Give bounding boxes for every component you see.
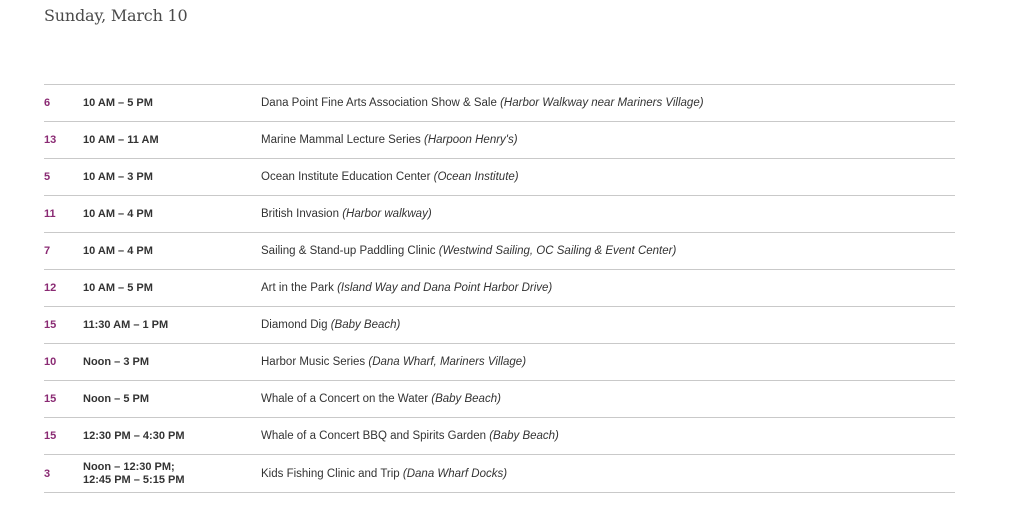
event-row <box>44 196 955 233</box>
event-location: (Dana Wharf Docks) <box>402 467 508 480</box>
event-time <box>83 319 261 332</box>
event-time-line: Noon – 3 PM <box>83 355 150 368</box>
event-time-line: 10 AM – 3 PM <box>83 170 153 183</box>
event-map-number: 15 <box>44 393 57 405</box>
event-time <box>83 245 261 258</box>
event-description <box>261 134 955 146</box>
event-location: (Ocean Institute) <box>433 171 519 183</box>
event-map-number: 11 <box>44 208 56 220</box>
event-time <box>83 461 261 487</box>
event-time-line: 10 AM – 5 PM <box>83 281 153 294</box>
event-row <box>44 381 955 418</box>
event-time-line: 12:45 PM – 5:15 PM <box>83 473 185 486</box>
event-row <box>44 85 955 122</box>
event-time-line: 11:30 AM – 1 PM <box>83 318 169 331</box>
event-location: (Dana Wharf, Mariners Village) <box>368 356 527 368</box>
event-location: (Island Way and Dana Point Harbor Drive) <box>337 282 553 294</box>
event-name: Sailing & Stand-up Paddling Clinic <box>261 245 436 257</box>
event-description <box>261 319 955 331</box>
event-name: British Invasion <box>261 208 339 220</box>
event-description <box>261 430 955 442</box>
event-time <box>83 356 261 369</box>
event-location: (Baby Beach) <box>489 430 559 442</box>
event-time <box>83 171 261 184</box>
event-row <box>44 344 955 381</box>
event-name: Dana Point Fine Arts Association Show & Sale <box>261 97 497 109</box>
event-map-number: 13 <box>44 134 57 146</box>
event-description <box>261 171 955 183</box>
event-time <box>83 134 261 147</box>
event-row <box>44 418 955 455</box>
event-description <box>261 393 955 405</box>
event-description <box>261 245 955 257</box>
event-map-number: 5 <box>44 171 51 183</box>
event-time <box>83 208 261 221</box>
event-map-number: 15 <box>44 319 57 331</box>
event-map-number: 7 <box>44 245 51 257</box>
event-description <box>261 97 955 109</box>
event-description <box>261 282 955 294</box>
event-row <box>44 159 955 196</box>
event-name: Harbor Music Series <box>261 356 366 368</box>
event-location: (Westwind Sailing, OC Sailing & Event Center) <box>438 245 677 257</box>
event-row <box>44 307 955 344</box>
event-description <box>261 356 955 368</box>
event-time-line: 12:30 PM – 4:30 PM <box>83 429 185 442</box>
event-time <box>83 282 261 295</box>
page-title: Sunday, March 10 <box>44 6 188 25</box>
event-map-number: 10 <box>44 356 57 368</box>
event-location: (Harpoon Henry's) <box>423 134 518 146</box>
event-name: Ocean Institute Education Center <box>261 171 431 183</box>
event-map-number: 3 <box>44 467 51 480</box>
event-row <box>44 122 955 159</box>
event-description <box>261 208 955 220</box>
event-time-line: 10 AM – 5 PM <box>83 96 153 109</box>
event-map-number: 12 <box>44 282 57 294</box>
event-time-line: Noon – 12:30 PM; <box>83 460 175 473</box>
event-time-line: 10 AM – 4 PM <box>83 207 153 220</box>
event-description <box>261 468 955 480</box>
event-time <box>83 97 261 110</box>
event-location: (Baby Beach) <box>330 319 401 331</box>
event-location: (Harbor walkway) <box>342 208 432 220</box>
event-location: (Harbor Walkway near Mariners Village) <box>500 97 704 109</box>
event-schedule <box>44 84 955 493</box>
event-location: (Baby Beach) <box>431 393 501 405</box>
event-map-number: 15 <box>44 430 57 442</box>
event-time-line: 10 AM – 4 PM <box>83 244 153 257</box>
event-row <box>44 455 955 493</box>
event-name: Whale of a Concert on the Water <box>261 393 429 405</box>
event-map-number: 6 <box>44 97 51 109</box>
event-time <box>83 430 261 443</box>
event-row <box>44 270 955 307</box>
event-name: Whale of a Concert BBQ and Spirits Garden <box>261 430 486 442</box>
event-name: Kids Fishing Clinic and Trip <box>261 467 400 480</box>
event-name: Marine Mammal Lecture Series <box>261 134 421 146</box>
event-row <box>44 233 955 270</box>
event-name: Diamond Dig <box>261 319 328 331</box>
event-time <box>83 393 261 406</box>
event-name: Art in the Park <box>261 282 334 294</box>
event-time-line: 10 AM – 11 AM <box>83 133 159 146</box>
event-time-line: Noon – 5 PM <box>83 392 150 405</box>
